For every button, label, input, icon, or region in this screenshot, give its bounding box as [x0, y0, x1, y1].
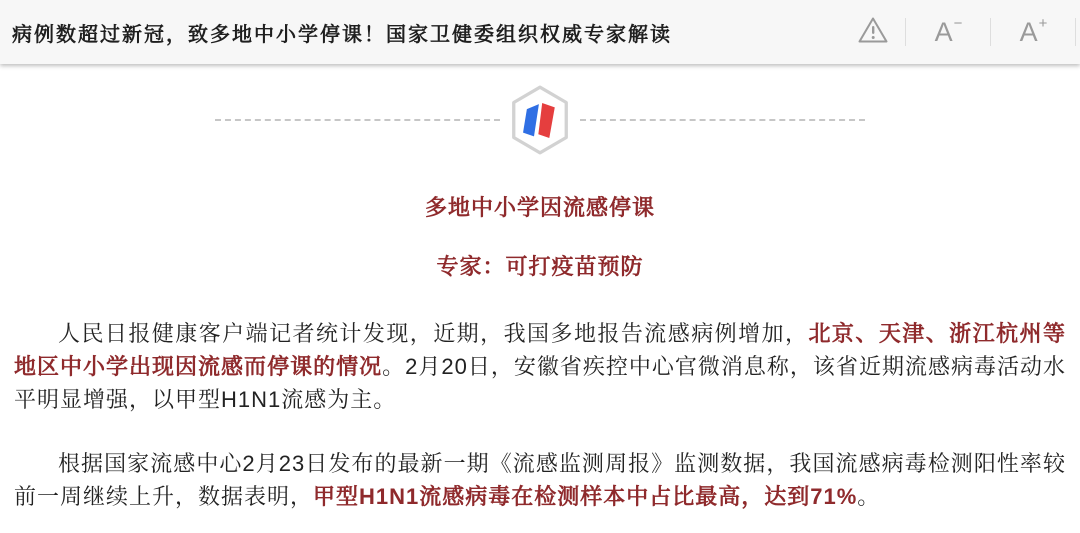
- body-text: 。: [857, 484, 881, 509]
- body-text: 。2月20日，安徽省疾控中心官微消息称，该省近期流感病毒活动水平明显增强，以甲型H1N1流感为主。: [14, 354, 1066, 412]
- body-text: 根据国家流感中心2月23日发布的最新一期《流感监测周报》监测数据，我国流感病毒检测阳性率较前一周继续上升，数据表明，: [14, 451, 1066, 509]
- font-increase-button[interactable]: [991, 0, 1075, 64]
- dashed-line-right: [580, 119, 865, 121]
- warning-triangle-icon: [856, 15, 890, 50]
- font-decrease-icon: A: [934, 16, 953, 47]
- article-title: 病例数超过新冠，致多地中小学停课！国家卫健委组织权威专家解读: [12, 23, 672, 46]
- toolbar-divider: [1075, 18, 1076, 46]
- plus-sign: +: [1038, 14, 1048, 32]
- article-paragraph-2: [14, 447, 1066, 513]
- minus-sign: −: [953, 14, 963, 32]
- body-text: 人民日报健康客户端记者统计发现，近期，我国多地报告流感病例增加，: [58, 321, 809, 346]
- article-headline-line2: 专家：可打疫苗预防: [436, 254, 644, 279]
- article-header-bar: [0, 0, 1080, 64]
- header-toolbar: [840, 0, 1076, 64]
- font-decrease-button[interactable]: [906, 0, 990, 64]
- article-content: [0, 85, 1080, 513]
- font-increase-icon: A: [1019, 16, 1038, 47]
- report-warning-button[interactable]: [840, 0, 905, 64]
- highlighted-text: 北京、天津、浙江杭州等地区中小学出现因流感而停课的情况: [14, 321, 1066, 379]
- dashed-line-left: [215, 119, 500, 121]
- health-client-logo-icon: [506, 85, 574, 155]
- article-paragraph-1: [14, 317, 1066, 416]
- article-headline-line1: 多地中小学因流感停课: [424, 195, 655, 220]
- highlighted-text: 甲型H1N1流感病毒在检测样本中占比最高，达到71%: [313, 484, 858, 509]
- logo-divider-row: [215, 85, 865, 155]
